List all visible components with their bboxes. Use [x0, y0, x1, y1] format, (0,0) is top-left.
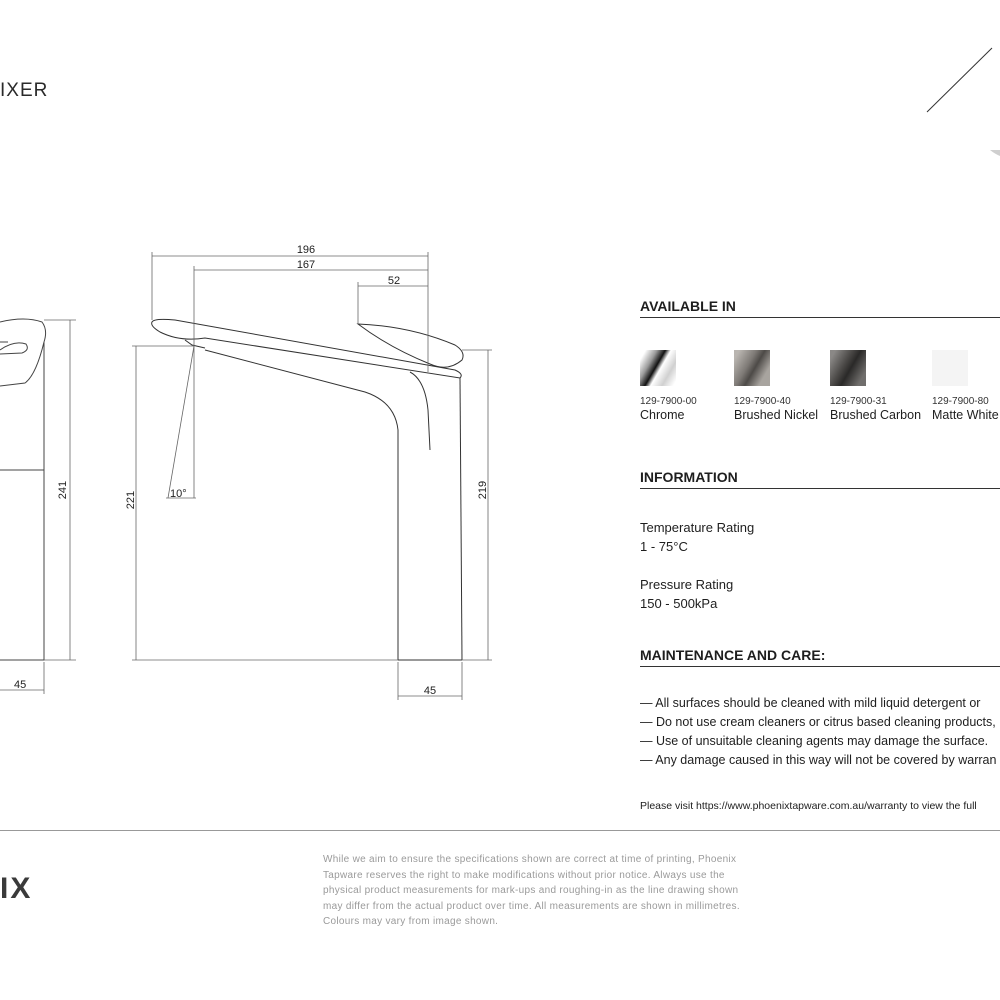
dim-body-height: 219 — [477, 480, 489, 500]
finish-brushed-carbon — [830, 350, 921, 422]
swatch-matte-white — [932, 350, 968, 386]
finish-code: 129-7900-00 — [640, 396, 697, 407]
finish-code: 129-7900-40 — [734, 396, 791, 407]
temperature-value: 1 - 75°C — [640, 539, 688, 554]
finish-code: 129-7900-80 — [932, 396, 989, 407]
front-view — [152, 319, 463, 660]
maintenance-list — [640, 694, 1000, 770]
finish-name: Chrome — [640, 408, 685, 422]
finish-code: 129-7900-31 — [830, 396, 887, 407]
dim-spout-height: 221 — [125, 490, 137, 510]
list-item: — Any damage caused in this way will not be covered by warran — [640, 753, 997, 767]
list-item: — Do not use cream cleaners or citrus based cleaning products, — [640, 715, 996, 729]
finish-name: Brushed Carbon — [830, 408, 922, 422]
product-title: IXER — [0, 80, 49, 101]
dim-handle: 52 — [387, 275, 401, 287]
finish-chrome — [640, 350, 697, 422]
temperature-rating — [640, 518, 754, 556]
front-view-dimensions — [132, 252, 492, 700]
product-sketch-corner — [927, 48, 1000, 156]
dim-side-base: 45 — [14, 679, 27, 691]
swatch-brushed-carbon — [830, 350, 866, 386]
information-heading: INFORMATION — [640, 469, 1000, 489]
temperature-label: Temperature Rating — [640, 520, 755, 535]
footer-divider — [0, 830, 1000, 831]
pressure-value: 150 - 500kPa — [640, 596, 718, 611]
finish-name: Brushed Nickel — [734, 408, 819, 422]
dim-side-height: 241 — [57, 480, 69, 500]
maintenance-heading: MAINTENANCE AND CARE: — [640, 647, 1000, 667]
side-view — [0, 319, 46, 660]
finish-brushed-nickel — [734, 350, 818, 422]
pressure-label: Pressure Rating — [640, 577, 734, 592]
side-view-dimensions — [0, 320, 76, 694]
list-item: — All surfaces should be cleaned with mild liquid detergent or — [640, 696, 981, 710]
swatch-chrome — [640, 350, 676, 386]
swatch-brushed-nickel — [734, 350, 770, 386]
dim-total-width: 196 — [296, 244, 316, 256]
brand-logo: IX — [0, 872, 33, 905]
dim-angle: 10° — [170, 488, 187, 500]
disclaimer-text: While we aim to ensure the specifications shown are correct at time of printing, Phoenix Tapware reserves the right to make modifications without prior notice. Always use the physical product measurements for mark-ups and roughing-in as the line drawing shown may differ from the actual product over time. All measurements are shown in millimetres. Colours may vary from image shown. — [323, 854, 740, 927]
finish-matte-white — [932, 350, 999, 422]
warranty-note: Please visit https://www.phoenixtapware.com.au/warranty to view the full — [640, 800, 977, 812]
dim-spout-reach: 167 — [296, 259, 316, 271]
dim-base: 45 — [423, 685, 437, 697]
list-item: — Use of unsuitable cleaning agents may damage the surface. — [640, 734, 989, 748]
finish-name: Matte White — [932, 408, 999, 422]
available-in-heading: AVAILABLE IN — [640, 298, 1000, 318]
pressure-rating — [640, 575, 733, 613]
